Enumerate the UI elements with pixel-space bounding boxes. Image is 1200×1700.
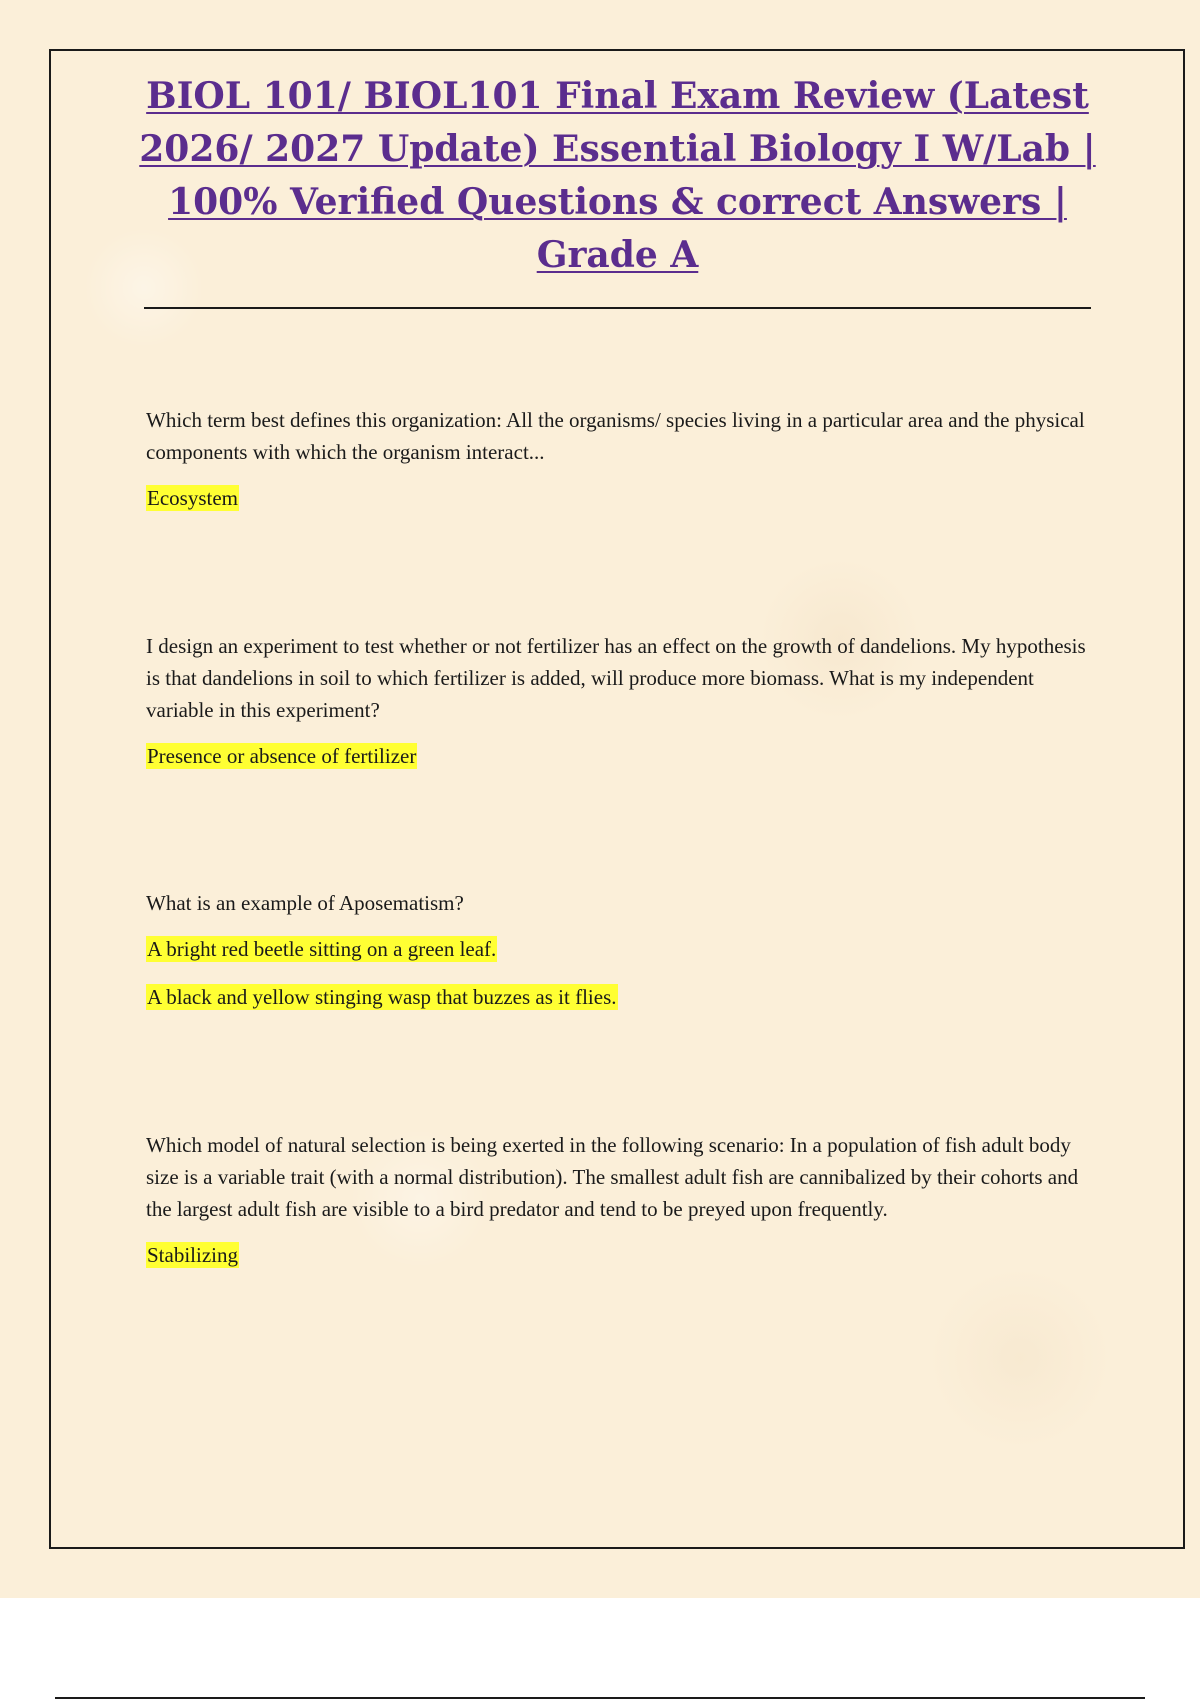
qa-item-1 — [146, 404, 1086, 514]
qa-item-3 — [146, 887, 1086, 1013]
next-page-divider — [55, 1697, 1145, 1699]
answer-text — [146, 1239, 1086, 1271]
document-title: BIOL 101/ BIOL101 Final Exam Review (Latest 2026/ 2027 Update) Essential Biology I W/Lab | 100% Verified Questions & correct Answers | Grade A — [139, 75, 1096, 276]
question-text: What is an example of Aposematism? — [146, 891, 464, 915]
answer-highlight: Presence or absence of fertilizer — [147, 744, 417, 768]
answer-highlight: Ecosystem — [147, 486, 238, 510]
question-text: Which term best defines this organization: All the organisms/ species living in a particular area and the physical components with which the organism interact... — [146, 408, 1085, 464]
answer-text — [146, 981, 1086, 1013]
qa-item-4 — [146, 1129, 1086, 1271]
question-text: I design an experiment to test whether or not fertilizer has an effect on the growth of dandelions. My hypothesis is that dandelions in soil to which fertilizer is added, will produce more biomass. What is my independent variable in this experiment? — [146, 634, 1086, 722]
answer-highlight: A black and yellow stinging wasp that buzzes as it flies. — [147, 985, 617, 1009]
title-divider — [144, 307, 1091, 309]
answer-highlight: A bright red beetle sitting on a green leaf. — [147, 937, 497, 961]
qa-item-2 — [146, 630, 1086, 772]
answer-text — [146, 740, 1086, 772]
answer-highlight: Stabilizing — [147, 1243, 238, 1267]
answer-text — [146, 933, 1086, 965]
answer-text — [146, 482, 1086, 514]
question-text: Which model of natural selection is being exerted in the following scenario: In a population of fish adult body size is a variable trait (with a normal distribution). The smallest adult fish are cannibalized by their cohorts and the largest adult fish are visible to a bird predator and tend to be preyed upon frequently. — [146, 1133, 1079, 1221]
